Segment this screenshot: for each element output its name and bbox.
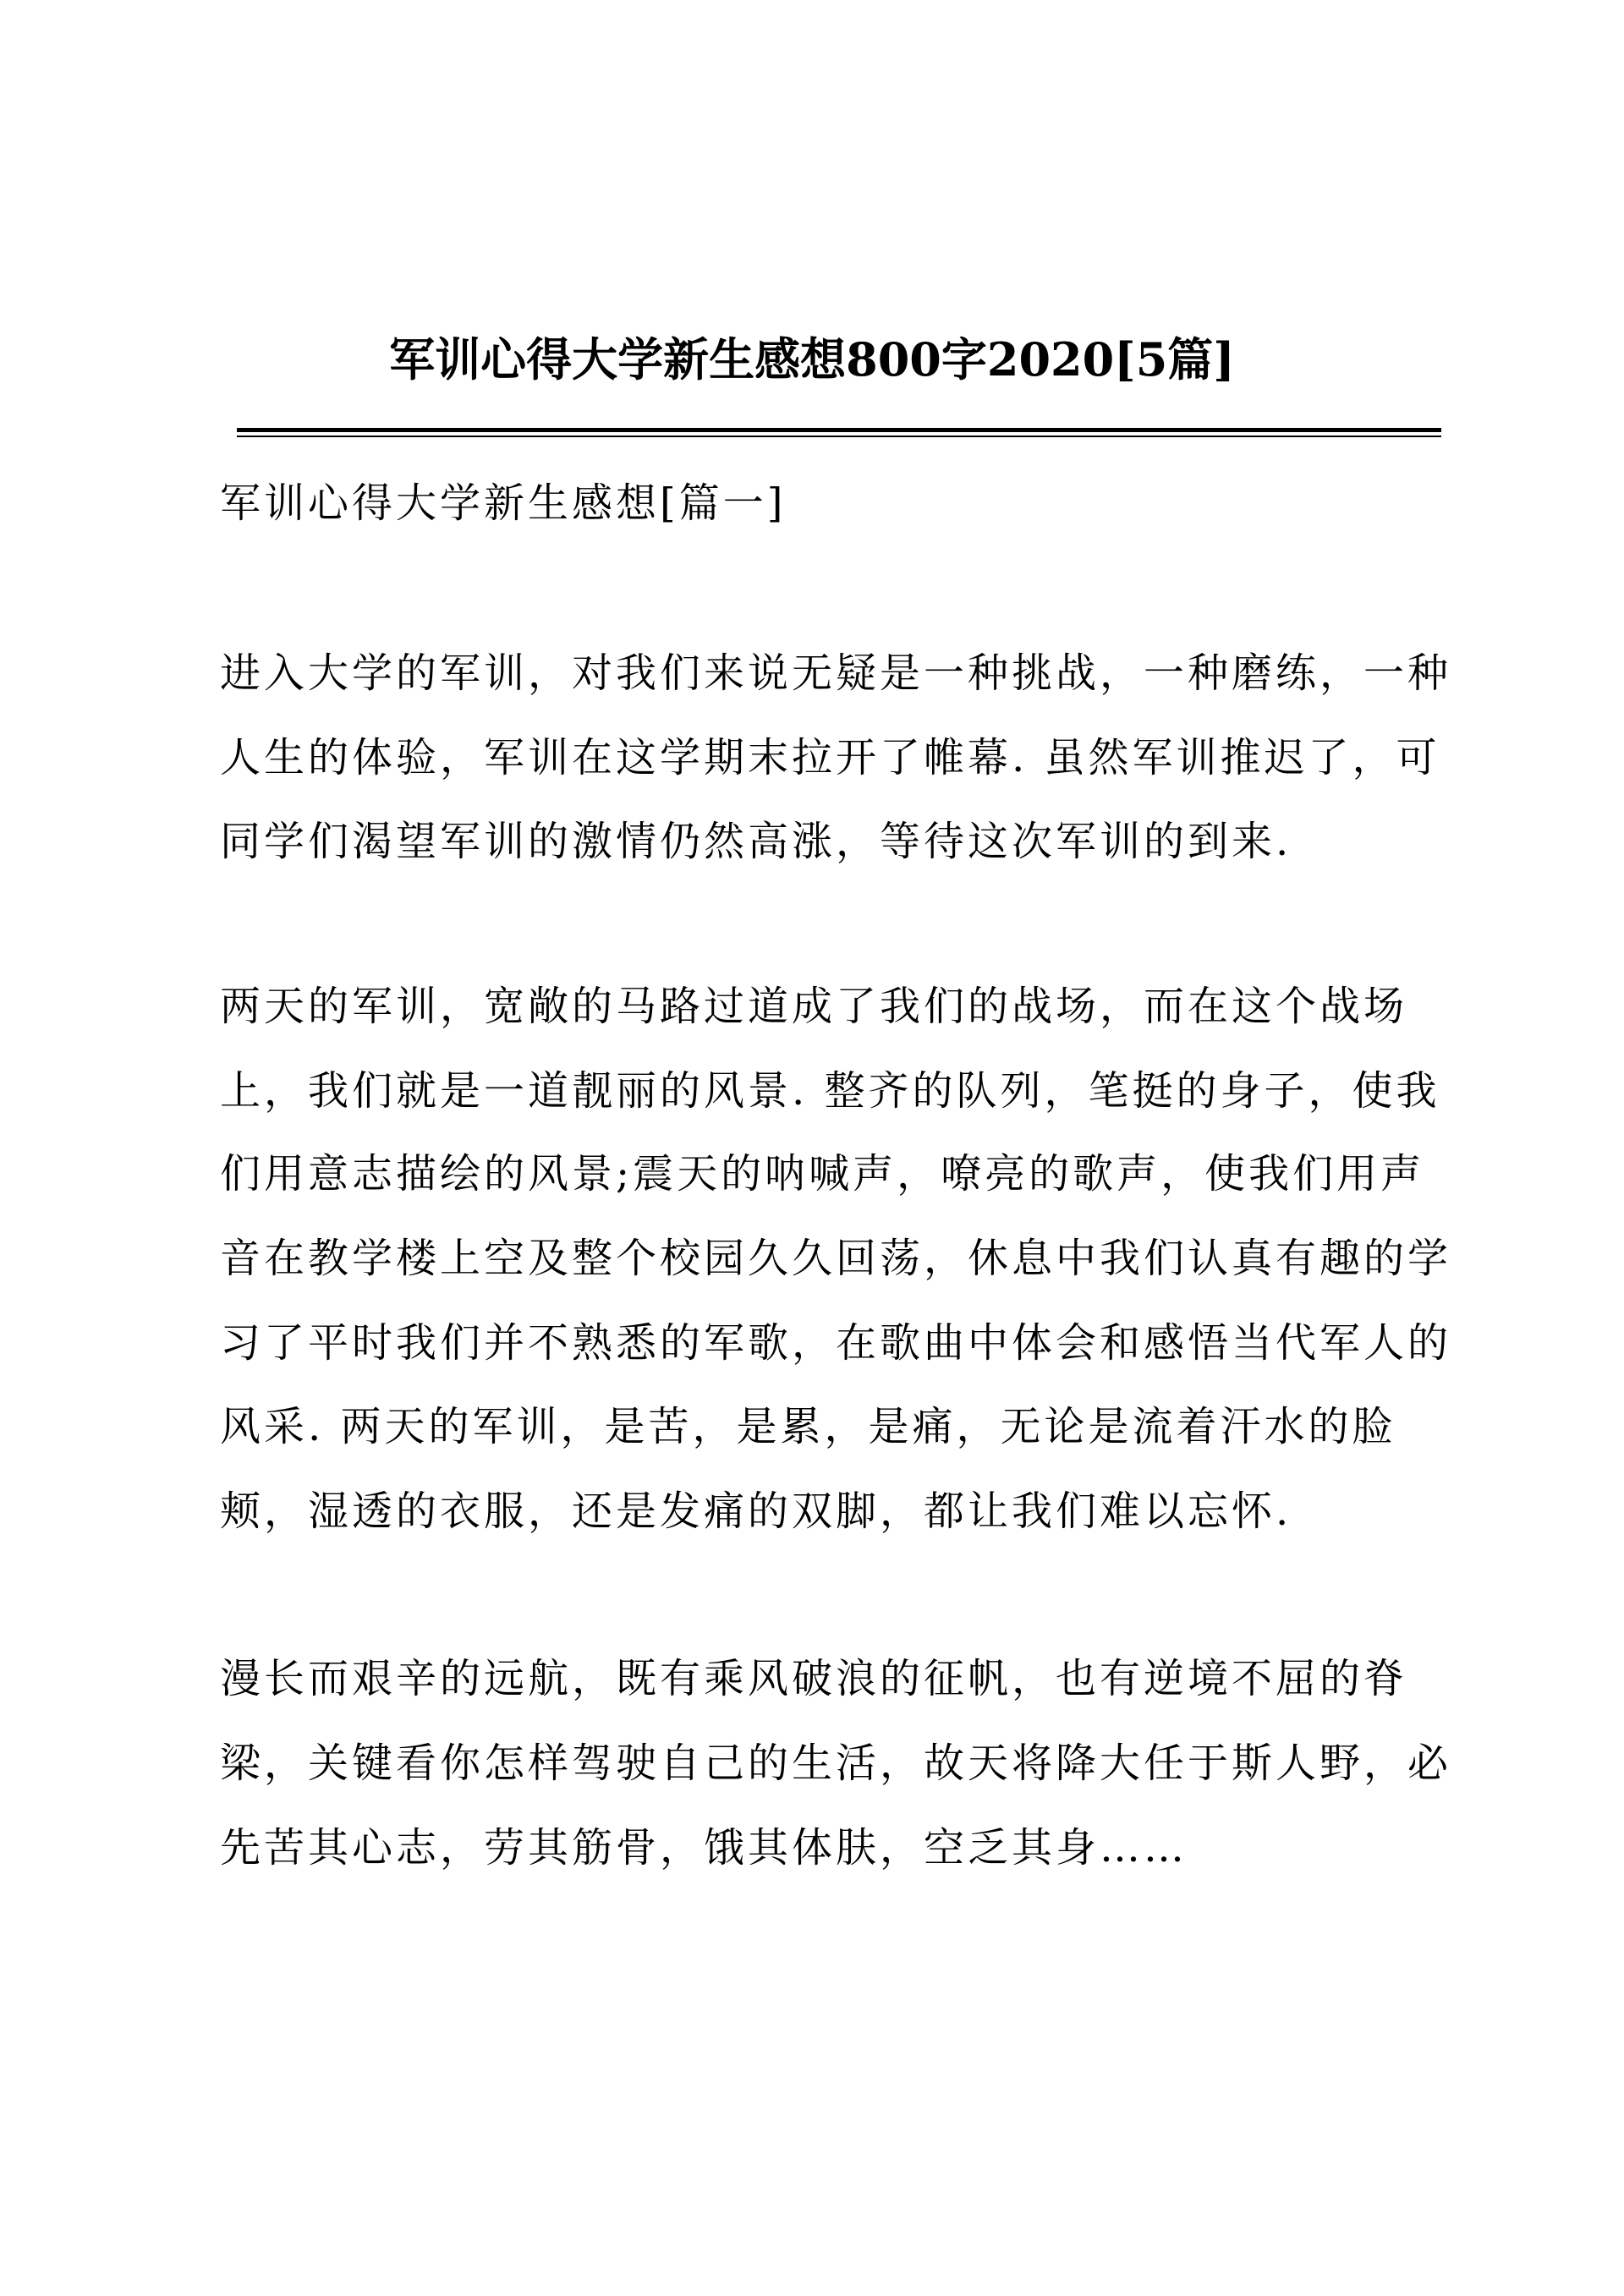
section-heading: 军训心得大学新生感想[篇一] (220, 479, 787, 527)
text-line: 颊，湿透的衣服，还是发痛的双脚，都让我们难以忘怀. (220, 1488, 1292, 1535)
text-line: 漫长而艰辛的远航，既有乘风破浪的征帆，也有逆境不屈的脊 (220, 1655, 1408, 1702)
text-line: 们用意志描绘的风景;震天的呐喊声，嘹亮的歌声，使我们用声 (220, 1150, 1425, 1197)
text-line: 同学们渴望军训的激情仍然高涨，等待这次军训的到来. (220, 818, 1292, 865)
text-line: 上，我们就是一道靓丽的风景. 整齐的队列，笔挺的身子，使我 (220, 1067, 1440, 1115)
text-line: 风采. 两天的军训，是苦，是累，是痛，无论是流着汗水的脸 (220, 1403, 1396, 1450)
text-line: 音在教学楼上空及整个校园久久回荡，休息中我们认真有趣的学 (220, 1235, 1452, 1282)
title-divider-thick (237, 428, 1441, 432)
text-line: 先苦其心志，劳其筋骨，饿其体肤，空乏其身…… (220, 1824, 1188, 1871)
document-title: 军训心得大学新生感想800字2020[5篇] (389, 332, 1235, 386)
title-divider-thin (237, 436, 1441, 437)
text-line: 两天的军训，宽敞的马路过道成了我们的战场，而在这个战场 (220, 983, 1408, 1030)
text-line: 梁，关键看你怎样驾驶自己的生活，故天将降大任于斯人野，必 (220, 1740, 1452, 1787)
text-line: 习了平时我们并不熟悉的军歌，在歌曲中体会和感悟当代军人的 (220, 1319, 1452, 1367)
text-line: 人生的体验，军训在这学期末拉开了帷幕. 虽然军训推迟了，可 (220, 734, 1440, 781)
text-line: 进入大学的军训，对我们来说无疑是一种挑战，一种磨练，一种 (220, 649, 1452, 697)
